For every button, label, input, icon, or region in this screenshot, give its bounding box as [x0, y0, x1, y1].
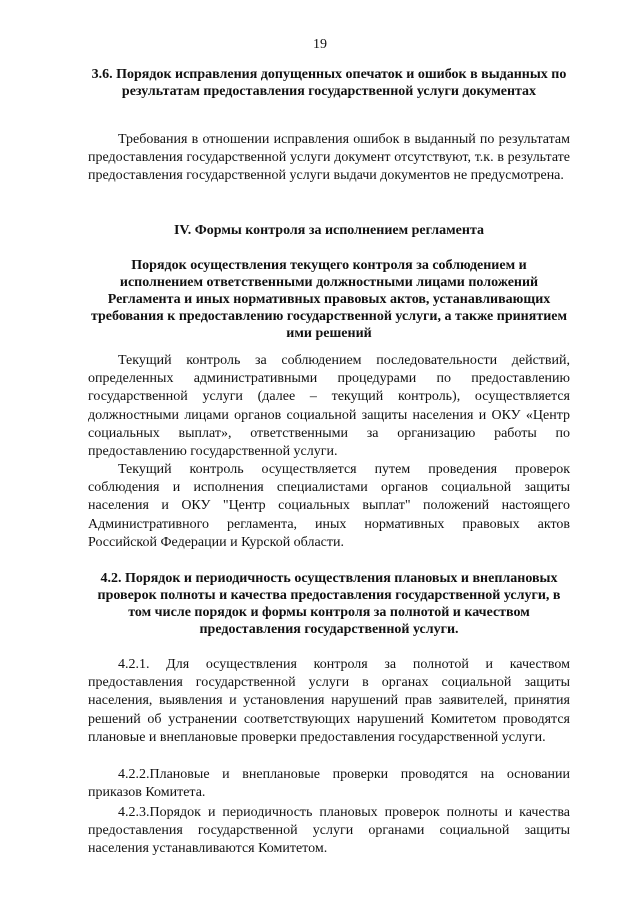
section-3-6-paragraph: Требования в отношении исправления ошибок в выданный по результатам предоставления государственной услуги документ отсутствуют, т.к. в результате предоставления государственной услуги выдачи документов не предусмотрена.	[88, 132, 570, 184]
section-4-2-paragraph-1: 4.2.1. Для осуществления контроля за полнотой и качеством предоставления государственной услуги в органах социальной защиты населения, выявления и установления нарушений прав заявителей, принятия решений об устранении соответствующих нарушений Комитетом проводятся плановые и внеплановые проверки предоставления государственной услуги.	[88, 657, 570, 745]
section-4-2-paragraph-3: 4.2.3.Порядок и периодичность плановых проверок полноты и качества предоставления государственной услуги органами социальной защиты населения устанавливаются Комитетом.	[88, 805, 570, 857]
section-4-1-paragraph-1: Текущий контроль за соблюдением последовательности действий, определенных административными процедурами по предоставлению государственной услуги (далее – текущий контроль), осуществляется должностными лицами органов социальной защиты населения и ОКУ «Центр социальных выплат», ответственными за организацию работы по предоставлению государственной услуги.	[88, 353, 570, 460]
section-4-1-heading: Порядок осуществления текущего контроля за соблюдением и исполнением ответственными должностными лицами положений Регламента и иных нормативных правовых актов, устанавливающих требования к предоставлению государственной услуги, а также принятием ими решений	[90, 258, 568, 341]
page-number: 19	[313, 37, 327, 52]
section-4-2-paragraph-2: 4.2.2.Плановые и внеплановые проверки проводятся на основании приказов Комитета.	[88, 767, 570, 801]
section-iv-heading: IV. Формы контроля за исполнением регламента	[173, 223, 485, 238]
section-3-6-heading: 3.6. Порядок исправления допущенных опечаток и ошибок в выданных по результатам предоставления государственной услуги документах	[91, 67, 567, 99]
section-4-2-heading: 4.2. Порядок и периодичность осуществления плановых и внеплановых проверок полноты и качества предоставления государственной услуги, в том числе порядок и формы контроля за полнотой и качеством предоставления государственной услуги.	[97, 571, 561, 637]
section-4-1-paragraph-2: Текущий контроль осуществляется путем проведения проверок соблюдения и исполнения специалистами органов социальной защиты населения и ОКУ "Центр социальных выплат" положений настоящего Административного регламента, иных нормативных правовых актов Российской Федерации и Курской области.	[88, 462, 570, 550]
